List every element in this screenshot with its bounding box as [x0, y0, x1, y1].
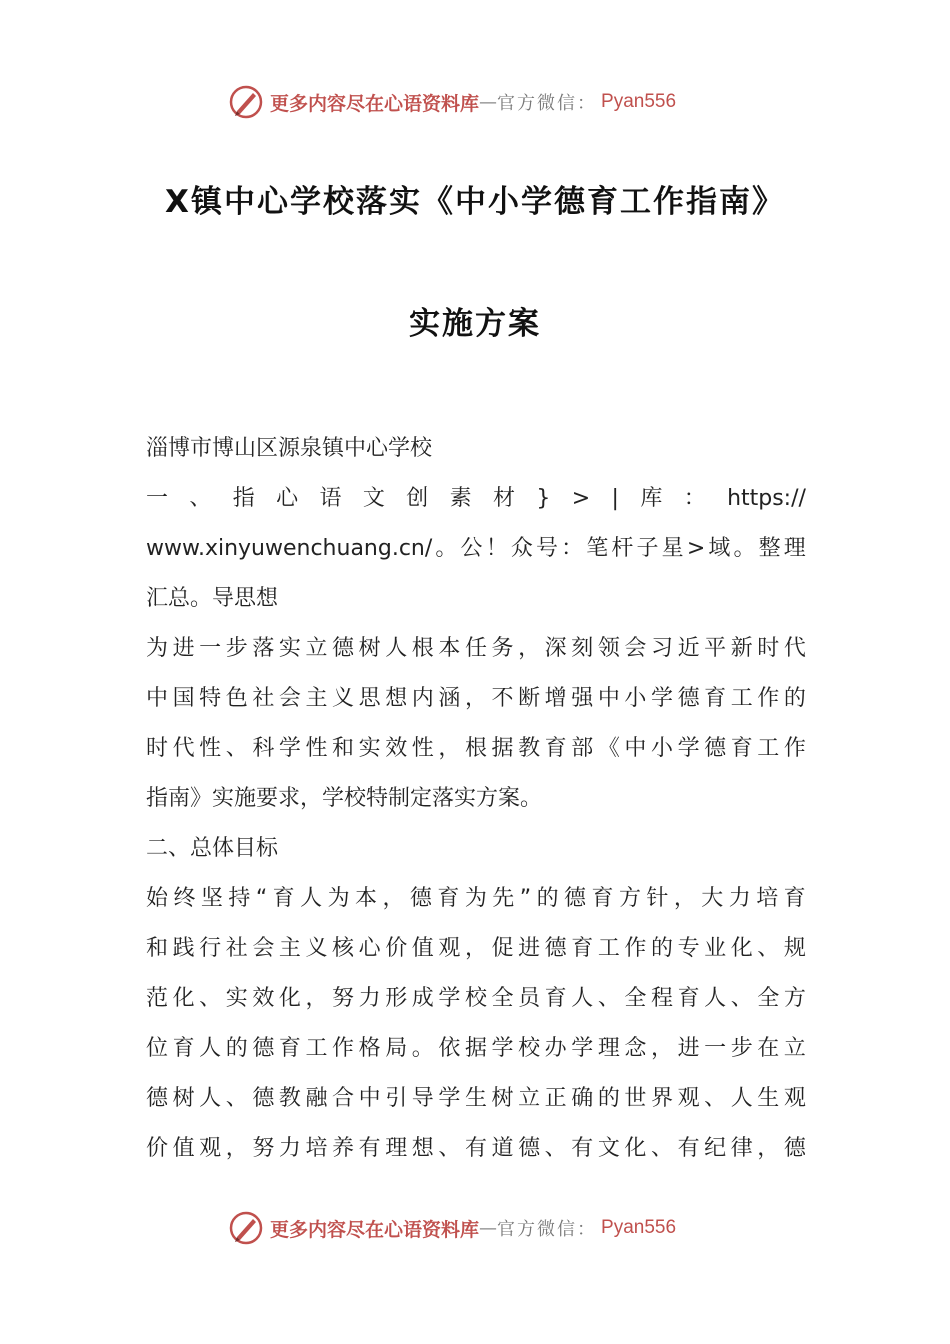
text-glyph: 科 — [252, 736, 275, 761]
text-glyph: 效 — [252, 986, 275, 1011]
text-glyph: 理 — [783, 536, 806, 561]
text-glyph: 实 — [278, 636, 301, 661]
text-glyph: 步 — [730, 1036, 753, 1061]
text-glyph: 局 — [385, 1036, 408, 1061]
text-glyph: 育 — [544, 736, 567, 761]
text-glyph: 指 — [232, 486, 255, 511]
text-glyph: 代 — [783, 636, 806, 661]
text-glyph: 小 — [650, 736, 673, 761]
text-glyph: 德 — [564, 886, 587, 911]
text-glyph: 据 — [491, 736, 514, 761]
text-glyph: 一 — [199, 636, 222, 661]
text-glyph: 本 — [355, 886, 378, 911]
text-glyph: 工 — [305, 1036, 328, 1061]
text-glyph: 教 — [518, 736, 541, 761]
text-glyph: 德 — [146, 1086, 169, 1111]
pen-logo-icon — [228, 84, 264, 120]
text-glyph: 树 — [172, 1086, 195, 1111]
text-glyph: ， — [438, 736, 461, 761]
text-glyph: 全 — [757, 986, 780, 1011]
text-glyph: 中 — [624, 736, 647, 761]
watermark-separator: — — [479, 91, 498, 113]
text-glyph: 国 — [172, 686, 195, 711]
text-glyph: 合 — [332, 1086, 355, 1111]
text-glyph: 性 — [411, 736, 434, 761]
text-glyph: 大 — [701, 886, 724, 911]
text-glyph: 落 — [252, 636, 275, 661]
text-glyph: 、 — [225, 1086, 248, 1111]
text-glyph: 、 — [704, 1086, 727, 1111]
document-subtitle: 实施方案 — [409, 306, 541, 342]
text-glyph: 世 — [624, 1086, 647, 1111]
text-glyph: 化 — [730, 936, 753, 961]
text-glyph: 德 — [409, 886, 432, 911]
text-glyph: 作 — [783, 736, 806, 761]
text-glyph: 价 — [146, 1136, 169, 1161]
text-glyph: 一 — [146, 486, 169, 511]
text-glyph: 确 — [571, 1086, 594, 1111]
watermark-wechat-label: 官方微信： — [497, 1219, 598, 1240]
text-glyph: 笔 — [586, 536, 609, 561]
text-glyph: 思 — [358, 686, 381, 711]
text-glyph: 有 — [464, 1136, 487, 1161]
text-glyph: ， — [382, 886, 405, 911]
text-glyph: 育 — [172, 1036, 195, 1061]
text-glyph: 立 — [305, 636, 328, 661]
text-glyph: > — [686, 536, 706, 561]
text-glyph: 融 — [305, 1086, 328, 1111]
text-glyph: 育 — [437, 886, 460, 911]
text-glyph: 一 — [704, 1036, 727, 1061]
text-glyph: 、 — [650, 1136, 673, 1161]
text-glyph: 值 — [172, 1136, 195, 1161]
text-glyph: 近 — [677, 636, 700, 661]
text-glyph: ！ — [485, 536, 508, 561]
text-glyph: 育 — [272, 886, 295, 911]
text-glyph: 念 — [624, 1036, 647, 1061]
watermark-text: 更多内容尽在心语资料库 — [270, 1218, 480, 1241]
text-glyph: 观 — [199, 1136, 222, 1161]
text-glyph: 律 — [730, 1136, 753, 1161]
text-glyph: 语 — [319, 486, 342, 511]
text-glyph: 想 — [385, 686, 408, 711]
text-glyph: 学 — [438, 986, 461, 1011]
text-glyph: 人 — [571, 986, 594, 1011]
text-glyph: 、 — [757, 936, 780, 961]
text-glyph: 树 — [358, 636, 381, 661]
body-line-justified — [146, 874, 806, 924]
text-glyph: ， — [673, 886, 696, 911]
text-glyph: ： — [561, 536, 584, 561]
text-glyph: 有 — [677, 1136, 700, 1161]
text-glyph: 人 — [199, 1036, 222, 1061]
text-glyph: 全 — [491, 986, 514, 1011]
text-glyph: 育 — [783, 886, 806, 911]
text-glyph: 和 — [146, 936, 169, 961]
pen-logo-icon — [228, 1210, 264, 1246]
text-glyph: 培 — [305, 1136, 328, 1161]
text-glyph: 域 — [708, 536, 731, 561]
text-glyph: 中 — [358, 1086, 381, 1111]
text-glyph: 人 — [730, 1086, 753, 1111]
text-glyph: 会 — [624, 636, 647, 661]
text-glyph: 习 — [650, 636, 673, 661]
watermark-wechat-id: Pyan556 — [601, 91, 677, 112]
text-glyph: 引 — [385, 1086, 408, 1111]
text-glyph: 义 — [305, 936, 328, 961]
text-glyph: 化 — [624, 1136, 647, 1161]
text-glyph: 成 — [411, 986, 434, 1011]
text-glyph: 。 — [435, 536, 458, 561]
header-watermark — [228, 82, 728, 122]
text-glyph: 德 — [544, 936, 567, 961]
text-glyph: 的 — [783, 686, 806, 711]
text-glyph: 星 — [661, 536, 684, 561]
text-glyph: 坚 — [200, 886, 223, 911]
text-glyph: 部 — [571, 736, 594, 761]
text-glyph: 义 — [332, 686, 355, 711]
text-glyph: ， — [464, 936, 487, 961]
text-glyph: 形 — [385, 986, 408, 1011]
text-glyph: 想 — [411, 1136, 434, 1161]
text-glyph: 性 — [199, 736, 222, 761]
text-glyph: 任 — [464, 636, 487, 661]
text-glyph: ， — [225, 1136, 248, 1161]
text-glyph: 时 — [757, 636, 780, 661]
text-glyph: 、 — [438, 1136, 461, 1161]
text-glyph: 校 — [518, 1036, 541, 1061]
text-glyph: 工 — [730, 686, 753, 711]
text-glyph: 的 — [650, 936, 673, 961]
text-glyph: 为 — [464, 886, 487, 911]
text-glyph: 整 — [758, 536, 781, 561]
text-glyph: 作 — [757, 686, 780, 711]
body-line-justified — [146, 474, 806, 524]
text-glyph: 导 — [411, 1086, 434, 1111]
text-glyph: 特 — [199, 686, 222, 711]
text-glyph: 德 — [332, 636, 355, 661]
body-line-justified — [146, 674, 806, 724]
text-glyph: 学 — [677, 736, 700, 761]
text-glyph: 立 — [518, 1086, 541, 1111]
text-glyph: 在 — [757, 1036, 780, 1061]
text-glyph: 依 — [438, 1036, 461, 1061]
text-glyph: 人 — [704, 986, 727, 1011]
text-glyph: 教 — [278, 1086, 301, 1111]
text-glyph: 育 — [677, 986, 700, 1011]
text-glyph: 纪 — [704, 1136, 727, 1161]
text-glyph: 化 — [172, 986, 195, 1011]
text-glyph: 效 — [385, 736, 408, 761]
text-glyph: 深 — [544, 636, 567, 661]
text-glyph: 性 — [305, 736, 328, 761]
text-glyph: 据 — [464, 1036, 487, 1061]
text-glyph: 、 — [225, 736, 248, 761]
body-line: 汇总。导思想 — [146, 586, 279, 611]
text-glyph: 心 — [276, 486, 299, 511]
text-glyph: 观 — [438, 936, 461, 961]
text-glyph: 德 — [704, 736, 727, 761]
text-glyph: 核 — [332, 936, 355, 961]
text-glyph: 力 — [728, 886, 751, 911]
text-glyph: 德 — [518, 1136, 541, 1161]
watermark-wechat-id: Pyan556 — [601, 1217, 677, 1238]
body-line-justified — [146, 624, 806, 674]
text-glyph: 刻 — [571, 636, 594, 661]
text-glyph: 小 — [624, 686, 647, 711]
text-glyph: 方 — [618, 886, 641, 911]
text-glyph: 内 — [411, 686, 434, 711]
text-glyph: 创 — [406, 486, 429, 511]
text-glyph: 、 — [189, 486, 212, 511]
text-glyph: 针 — [646, 886, 669, 911]
text-glyph: 新 — [730, 636, 753, 661]
text-glyph: 德 — [252, 1036, 275, 1061]
footer-watermark — [228, 1208, 728, 1248]
text-glyph: 作 — [332, 1036, 355, 1061]
text-glyph: ” — [519, 886, 532, 911]
text-glyph: 库 — [640, 486, 663, 511]
text-glyph: ， — [650, 1036, 673, 1061]
text-glyph: 。 — [733, 536, 756, 561]
text-glyph: 人 — [300, 886, 323, 911]
text-glyph: } — [536, 486, 551, 511]
text-glyph: 格 — [358, 1036, 381, 1061]
text-glyph: 终 — [173, 886, 196, 911]
text-glyph: 会 — [278, 686, 301, 711]
text-glyph: 努 — [332, 986, 355, 1011]
text-glyph: 实 — [225, 986, 248, 1011]
text-glyph: 努 — [252, 1136, 275, 1161]
text-glyph: 代 — [172, 736, 195, 761]
text-glyph: 会 — [252, 936, 275, 961]
text-glyph: 主 — [305, 686, 328, 711]
text-glyph: 观 — [783, 1086, 806, 1111]
text-glyph: 学 — [491, 1036, 514, 1061]
text-glyph: 涵 — [438, 686, 461, 711]
text-glyph: 育 — [278, 1036, 301, 1061]
text-glyph: 正 — [544, 1086, 567, 1111]
text-glyph: 人 — [199, 1086, 222, 1111]
text-glyph: 树 — [491, 1086, 514, 1111]
body-line-justified — [146, 524, 806, 574]
text-glyph: 中 — [146, 686, 169, 711]
text-glyph: 、 — [597, 986, 620, 1011]
text-glyph: 为 — [327, 886, 350, 911]
text-glyph: 和 — [332, 736, 355, 761]
text-glyph: 培 — [756, 886, 779, 911]
text-glyph: 、 — [199, 986, 222, 1011]
body-line-justified — [146, 1074, 806, 1124]
text-glyph: 不 — [491, 686, 514, 711]
text-glyph: 工 — [597, 936, 620, 961]
text-glyph: ， — [305, 986, 328, 1011]
text-glyph: 德 — [783, 1136, 806, 1161]
body-line: 二、总体目标 — [146, 836, 279, 861]
text-glyph: 时 — [146, 736, 169, 761]
text-glyph: 育 — [591, 886, 614, 911]
text-glyph: ， — [518, 636, 541, 661]
text-glyph: 德 — [677, 686, 700, 711]
text-glyph: www.xinyuwenchuang.cn/ — [146, 536, 433, 561]
text-glyph: | — [611, 486, 619, 511]
body-line: 指南》实施要求，学校特制定落实方案。 — [146, 786, 543, 811]
text-glyph: 位 — [146, 1036, 169, 1061]
text-glyph: 本 — [438, 636, 461, 661]
text-glyph: 号 — [535, 536, 558, 561]
text-glyph: 力 — [358, 986, 381, 1011]
text-glyph: 材 — [493, 486, 516, 511]
text-glyph: 领 — [597, 636, 620, 661]
text-glyph: 学 — [571, 1036, 594, 1061]
text-glyph: 心 — [358, 936, 381, 961]
text-glyph: 断 — [518, 686, 541, 711]
body-line-justified — [146, 1024, 806, 1074]
text-glyph: 规 — [783, 936, 806, 961]
text-glyph: 、 — [730, 986, 753, 1011]
text-glyph: 校 — [464, 986, 487, 1011]
text-glyph: 根 — [411, 636, 434, 661]
text-glyph: 子 — [636, 536, 659, 561]
text-glyph: 育 — [571, 936, 594, 961]
text-glyph: 素 — [449, 486, 472, 511]
text-glyph: 进 — [518, 936, 541, 961]
text-glyph: 践 — [172, 936, 195, 961]
watermark-wechat-label: 官方微信： — [497, 93, 598, 114]
text-glyph: 主 — [278, 936, 301, 961]
text-glyph: 色 — [225, 686, 248, 711]
text-glyph: 程 — [650, 986, 673, 1011]
text-glyph: 的 — [597, 1086, 620, 1111]
text-glyph: 办 — [544, 1036, 567, 1061]
text-glyph: 行 — [199, 936, 222, 961]
text-glyph: 公 — [460, 536, 483, 561]
text-glyph: 文 — [362, 486, 385, 511]
body-line-justified — [146, 974, 806, 1024]
text-glyph: 社 — [252, 686, 275, 711]
text-glyph: 杆 — [611, 536, 634, 561]
text-glyph: 步 — [225, 636, 248, 661]
watermark-separator: — — [479, 1217, 498, 1239]
text-glyph: 先 — [492, 886, 515, 911]
body-line-justified — [146, 1124, 806, 1174]
text-glyph: 业 — [704, 936, 727, 961]
text-glyph: 力 — [278, 1136, 301, 1161]
body-line: 淄博市博山区源泉镇中心学校 — [146, 436, 433, 461]
text-glyph: 进 — [172, 636, 195, 661]
text-glyph: 全 — [624, 986, 647, 1011]
text-glyph: 进 — [677, 1036, 700, 1061]
text-glyph: 社 — [225, 936, 248, 961]
text-glyph: 强 — [571, 686, 594, 711]
text-glyph: 值 — [411, 936, 434, 961]
text-glyph: ， — [757, 1136, 780, 1161]
text-glyph: 育 — [544, 986, 567, 1011]
body-line-justified — [146, 924, 806, 974]
body-line-justified — [146, 724, 806, 774]
text-glyph: 理 — [597, 1036, 620, 1061]
text-glyph: 学 — [278, 736, 301, 761]
text-glyph: 增 — [544, 686, 567, 711]
text-glyph: 。 — [411, 1036, 434, 1061]
text-glyph: 员 — [518, 986, 541, 1011]
document-title: X镇中心学校落实《中小学德育工作指南》 — [165, 184, 785, 220]
text-glyph: ： — [683, 486, 706, 511]
text-glyph: 人 — [385, 636, 408, 661]
text-glyph: 育 — [704, 686, 727, 711]
text-glyph: 学 — [650, 686, 673, 711]
text-glyph: 、 — [544, 1136, 567, 1161]
text-glyph: > — [571, 486, 591, 511]
text-glyph: 德 — [252, 1086, 275, 1111]
text-glyph: 价 — [385, 936, 408, 961]
text-glyph: 养 — [332, 1136, 355, 1161]
text-glyph: 持 — [228, 886, 251, 911]
text-glyph: 道 — [491, 1136, 514, 1161]
text-glyph: 务 — [491, 636, 514, 661]
text-glyph: 有 — [358, 1136, 381, 1161]
text-glyph: 的 — [225, 1036, 248, 1061]
watermark-text: 更多内容尽在心语资料库 — [270, 92, 480, 115]
text-glyph: 工 — [757, 736, 780, 761]
text-glyph: 实 — [358, 736, 381, 761]
text-glyph: 范 — [146, 986, 169, 1011]
text-glyph: 观 — [677, 1086, 700, 1111]
text-glyph: 生 — [464, 1086, 487, 1111]
text-glyph: ， — [464, 686, 487, 711]
text-glyph: 平 — [704, 636, 727, 661]
text-glyph: 界 — [650, 1086, 673, 1111]
text-glyph: 学 — [438, 1086, 461, 1111]
text-glyph: 根 — [464, 736, 487, 761]
text-glyph: 有 — [571, 1136, 594, 1161]
text-glyph: 中 — [597, 686, 620, 711]
text-glyph: 为 — [146, 636, 169, 661]
text-glyph: 生 — [757, 1086, 780, 1111]
document-body — [146, 424, 806, 1174]
text-glyph: 《 — [597, 736, 620, 761]
text-glyph: 众 — [510, 536, 533, 561]
text-glyph: 专 — [677, 936, 700, 961]
text-glyph: https:// — [727, 486, 806, 511]
text-glyph: 文 — [597, 1136, 620, 1161]
text-glyph: 始 — [146, 886, 169, 911]
text-glyph: 立 — [783, 1036, 806, 1061]
text-glyph: 方 — [783, 986, 806, 1011]
text-glyph: “ — [255, 886, 268, 911]
text-glyph: 化 — [278, 986, 301, 1011]
text-glyph: 的 — [536, 886, 559, 911]
text-glyph: 作 — [624, 936, 647, 961]
text-glyph: 促 — [491, 936, 514, 961]
text-glyph: 育 — [730, 736, 753, 761]
text-glyph: 理 — [385, 1136, 408, 1161]
